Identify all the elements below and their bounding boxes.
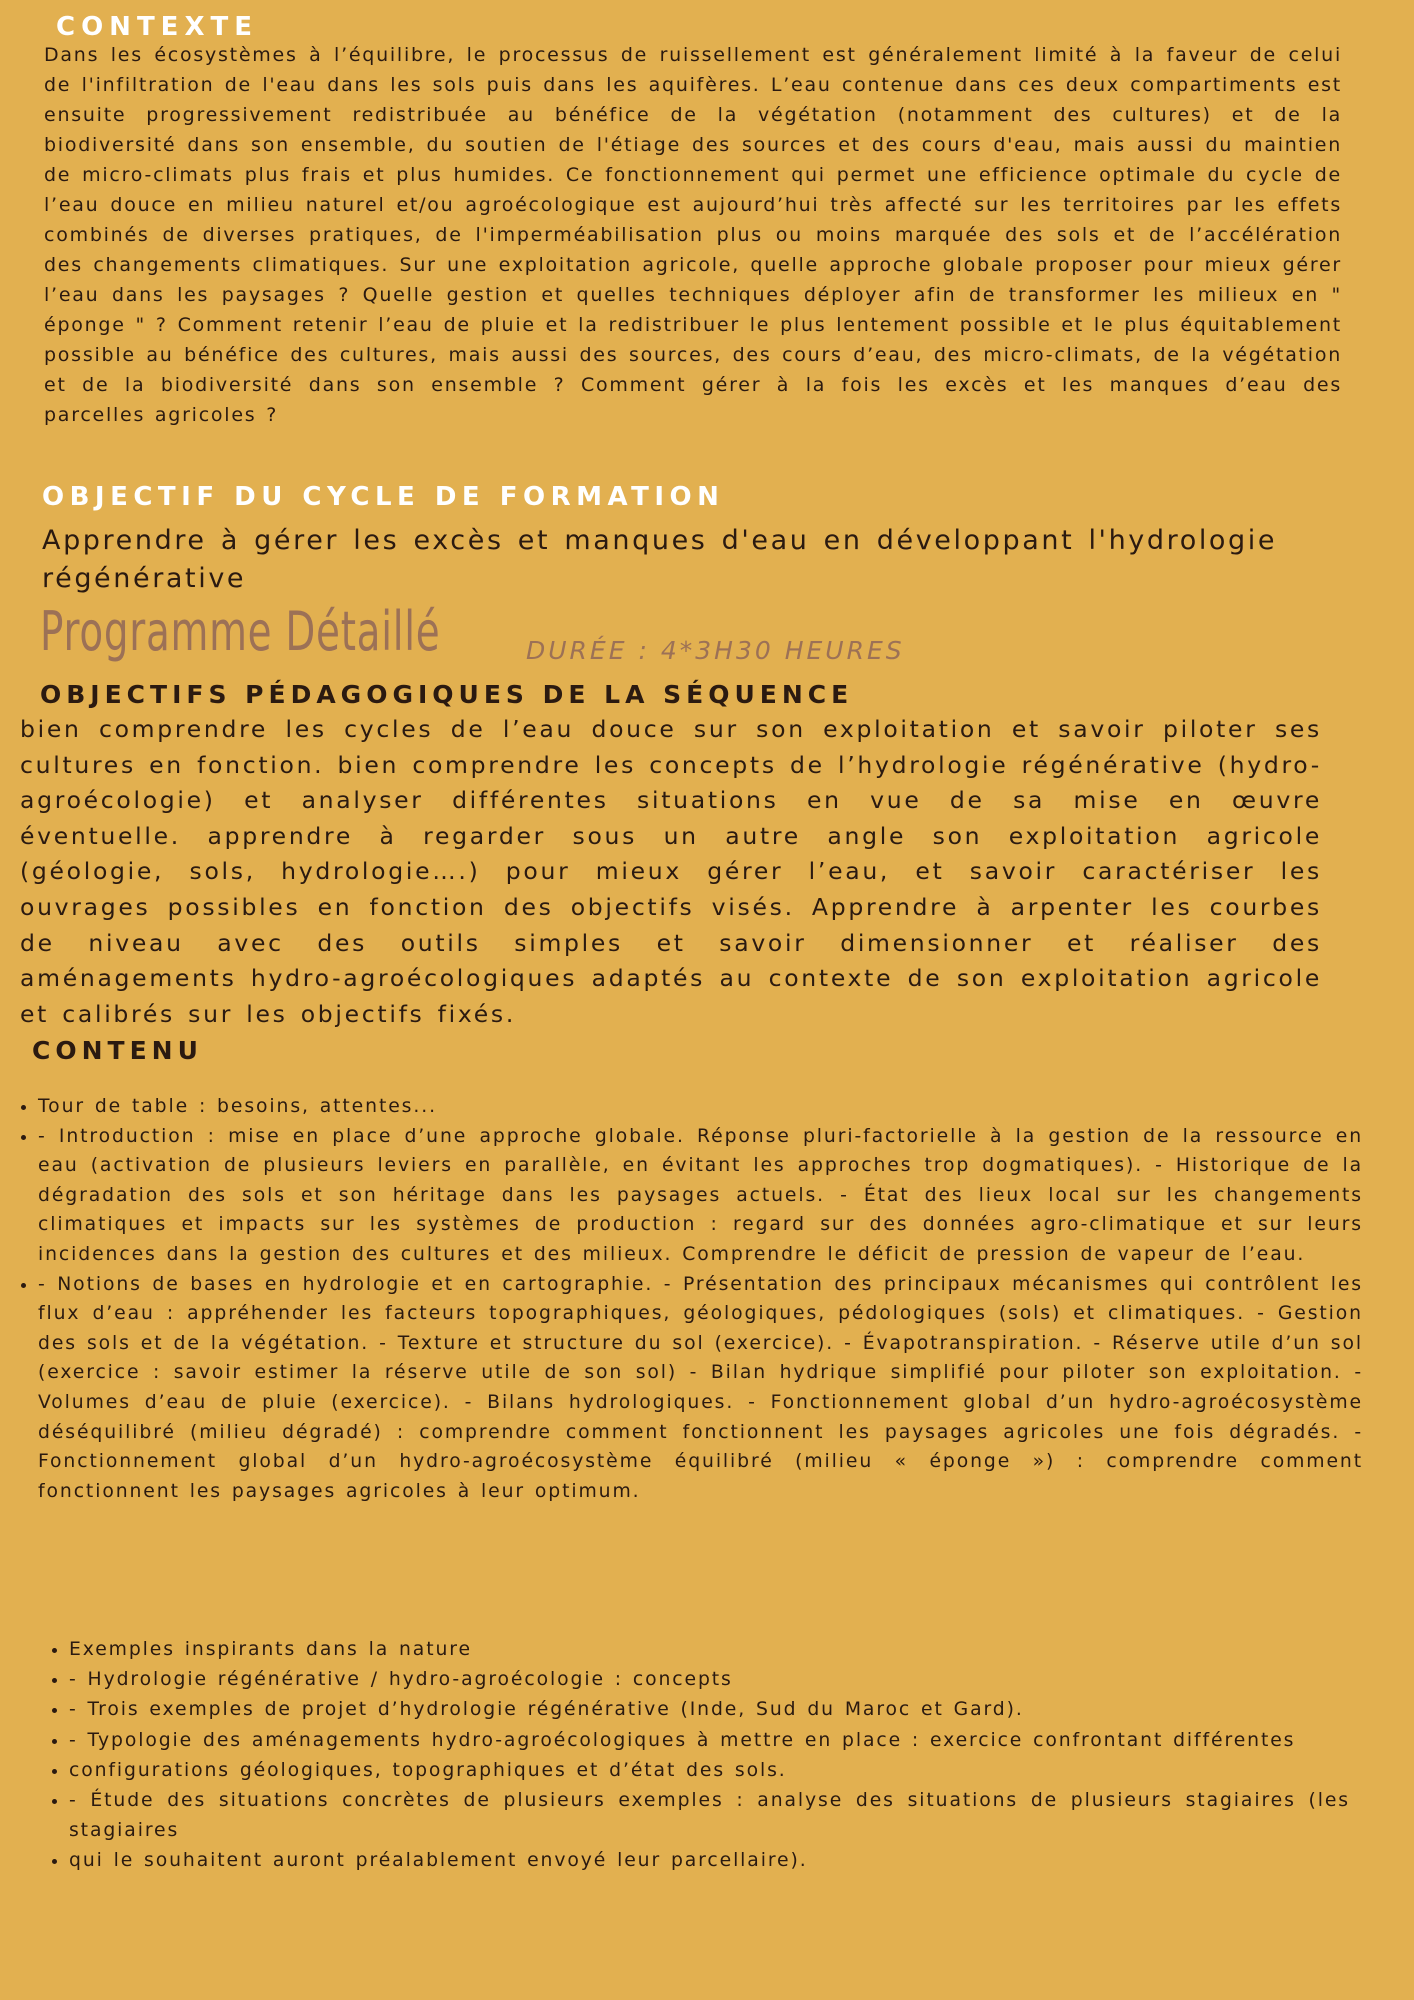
pedagogiques-paragraph: bien comprendre les cycles de l’eau douce sur son exploitation et savoir piloter ses cultures en fonction. bien comprendre les concepts de l’hydrologie régénérative (hydro-agroécologie) et analyser différentes situations en vue de sa mise en œuvre éventuelle. apprendre à regarder sous un autre angle son exploitation agricole (géologie, sols, hydrologie….) pour mieux gérer l’eau, et savoir caractériser les ouvrages possibles en fonction des objectifs visés. Apprendre à arpenter les courbes de niveau avec des outils simples et savoir dimensionner et réaliser des aménagements hydro-agroécologiques adaptés au contexte de son exploitation agricole et calibrés sur les objectifs fixés. (20, 715, 1322, 1028)
list-item: • - Étude des situations concrètes de plusieurs exemples : analyse des situations de plusieurs stagiaires (les stagiaires (69, 1786, 1350, 1846)
pedagogiques-heading: OBJECTIFS PÉDAGOGIQUES DE LA SÉQUENCE (40, 680, 854, 709)
list-item: • configurations géologiques, topographiques et d’état des sols. (69, 1756, 1350, 1786)
duree-label: DURÉE : 4*3H30 HEURES (526, 636, 905, 665)
objectif-heading: OBJECTIF DU CYCLE DE FORMATION (42, 482, 725, 512)
list-item: • - Trois exemples de projet d’hydrologie régénérative (Inde, Sud du Maroc et Gard). (69, 1695, 1350, 1725)
list-item: • - Typologie des aménagements hydro-agroécologiques à mettre en place : exercice confrontant différentes (69, 1726, 1350, 1756)
list-item: • - Introduction : mise en place d’une approche globale. Réponse pluri-factorielle à la gestion de la ressource en eau (activation de plusieurs leviers en parallèle, en évitant les approches trop dogmatiques). - Historique de la dégradation des sols et son héritage dans les paysages actuels. - État des lieux local sur les changements climatiques et impacts sur les systèmes de production : regard sur des données agro-climatique et sur leurs incidences dans la gestion des cultures et des milieux. Comprendre le déficit de pression de vapeur de l’eau. (38, 1122, 1363, 1270)
contexte-heading: CONTEXTE (56, 12, 258, 42)
list-item: • - Notions de bases en hydrologie et en cartographie. - Présentation des principaux mécanismes qui contrôlent les flux d’eau : appréhender les facteurs topographiques, géologiques, pédologiques (sols) et climatiques. - Gestion des sols et de la végétation. - Texture et structure du sol (exercice). - Évapotranspiration. - Réserve utile d’un sol (exercice : savoir estimer la réserve utile de son sol) - Bilan hydrique simplifié pour piloter son exploitation. - Volumes d’eau de pluie (exercice). - Bilans hydrologiques. - Fonctionnement global d’un hydro-agroécosystème déséquilibré (milieu dégradé) : comprendre comment fonctionnent les paysages agricoles une fois dégradés. - Fonctionnement global d’un hydro-agroécosystème équilibré (milieu « éponge ») : comprendre comment fonctionnent les paysages agricoles à leur optimum. (38, 1270, 1363, 1507)
objectif-text: Apprendre à gérer les excès et manques d'eau en développant l'hydrologie régénérative (42, 525, 1278, 594)
contenu-list (38, 1092, 1363, 1506)
contexte-paragraph: Dans les écosystèmes à l’équilibre, le processus de ruissellement est généralement limité à la faveur de celui de l'infiltration de l'eau dans les sols puis dans les aquifères. L’eau contenue dans ces deux compartiments est ensuite progressivement redistribuée au bénéfice de la végétation (notamment des cultures) et de la biodiversité dans son ensemble, du soutien de l'étiage des sources et des cours d'eau, mais aussi du maintien de micro-climats plus frais et plus humides. Ce fonctionnement qui permet une efficience optimale du cycle de l’eau douce en milieu naturel et/ou agroécologique est aujourd’hui très affecté sur les territoires par les effets combinés de diverses pratiques, de l'imperméabilisation plus ou moins marquée des sols et de l’accélération des changements climatiques. Sur une exploitation agricole, quelle approche globale proposer pour mieux gérer l’eau dans les paysages ? Quelle gestion et quelles techniques déployer afin de transformer les milieux en " éponge " ? Comment retenir l’eau de pluie et la redistribuer le plus lentement possible et le plus équitablement possible au bénéfice des cultures, mais aussi des sources, des cours d’eau, des micro-climats, de la végétation et de la biodiversité dans son ensemble ? Comment gérer à la fois les excès et les manques d’eau des parcelles agricoles ? (44, 44, 1342, 426)
contenu-heading: CONTENU (32, 1036, 203, 1065)
programme-title: Programme Détaillé (40, 600, 441, 663)
list-item: • Exemples inspirants dans la nature (69, 1635, 1350, 1665)
list-item: • qui le souhaitent auront préalablement envoyé leur parcellaire). (69, 1846, 1350, 1876)
extra-contenu-list (69, 1635, 1350, 1877)
list-item: • Tour de table : besoins, attentes... (38, 1092, 1363, 1122)
list-item: • - Hydrologie régénérative / hydro-agroécologie : concepts (69, 1665, 1350, 1695)
